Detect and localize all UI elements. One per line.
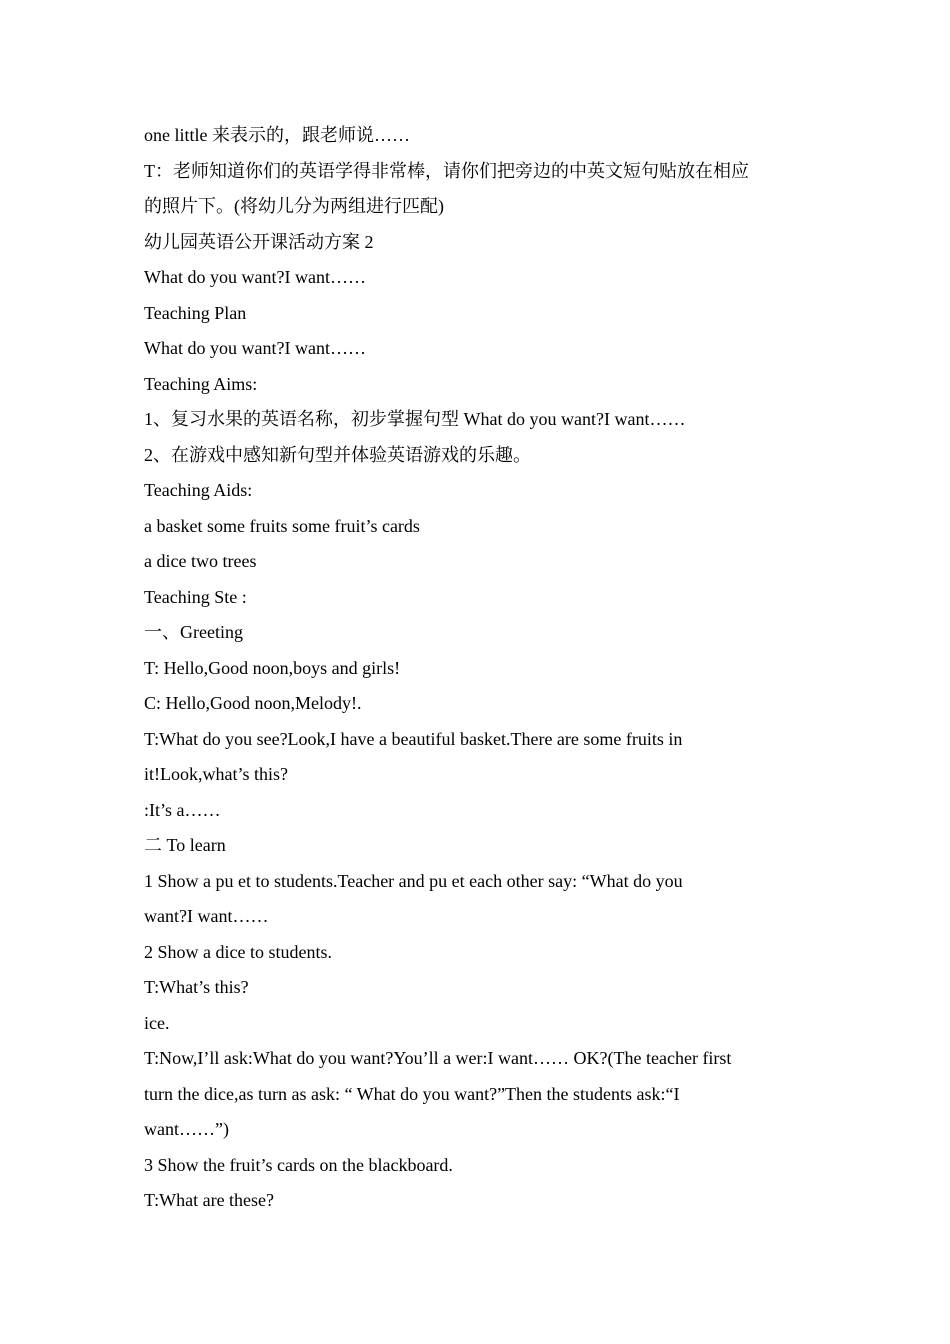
text-line: C: Hello,Good noon,Melody!. (144, 693, 362, 713)
text-line: Teaching Aids: (144, 480, 253, 500)
text-line: What do you want?I want…… (144, 267, 366, 287)
text-line: one little 来表示的，跟老师说…… (144, 125, 410, 145)
text-line: T:What are these? (144, 1190, 275, 1210)
text-line: want……”) (144, 1119, 229, 1139)
text-line: ice. (144, 1012, 170, 1033)
text-line: 3 Show the fruit’s cards on the blackboard. (144, 1154, 453, 1175)
text-line: 1 Show a pu et to students.Teacher and pu et each other say: “What do you (144, 870, 683, 891)
text-line: T:Now,I’ll ask:What do you want?You’ll a wer:I want…… OK?(The teacher first (144, 1048, 732, 1068)
text-line: a basket some fruits some fruit’s cards (144, 515, 420, 536)
text-line: :It’s a…… (144, 799, 221, 820)
text-line: T：老师知道你们的英语学得非常棒，请你们把旁边的中英文短句贴放在相应 (144, 160, 749, 181)
text-line: Teaching Ste : (144, 586, 247, 607)
text-line: want?I want…… (144, 906, 269, 926)
text-line: T:What’s this? (144, 977, 249, 997)
document-body (144, 118, 816, 1219)
text-line: Teaching Plan (144, 302, 247, 323)
text-line: turn the dice,as turn as ask: “ What do you want?”Then the students ask:“I (144, 1083, 680, 1104)
text-line: a dice two trees (144, 551, 257, 571)
section-heading: 幼儿园英语公开课活动方案 2 (144, 231, 374, 252)
text-line: 1、复习水果的英语名称，初步掌握句型 What do you want?I want…… (144, 409, 686, 429)
text-line: T:What do you see?Look,I have a beautiful basket.There are some fruits in (144, 728, 683, 749)
text-line: 2 Show a dice to students. (144, 941, 332, 962)
text-line: 二 To learn (144, 835, 226, 855)
text-line: Teaching Aims: (144, 373, 258, 394)
text-line: it!Look,what’s this? (144, 764, 288, 784)
text-line: 一、Greeting (144, 622, 243, 642)
text-line: 2、在游戏中感知新句型并体验英语游戏的乐趣。 (144, 444, 531, 465)
text-line: What do you want?I want…… (144, 338, 366, 358)
text-line: 的照片下。(将幼儿分为两组进行匹配) (144, 196, 444, 216)
text-line: T: Hello,Good noon,boys and girls! (144, 657, 401, 678)
